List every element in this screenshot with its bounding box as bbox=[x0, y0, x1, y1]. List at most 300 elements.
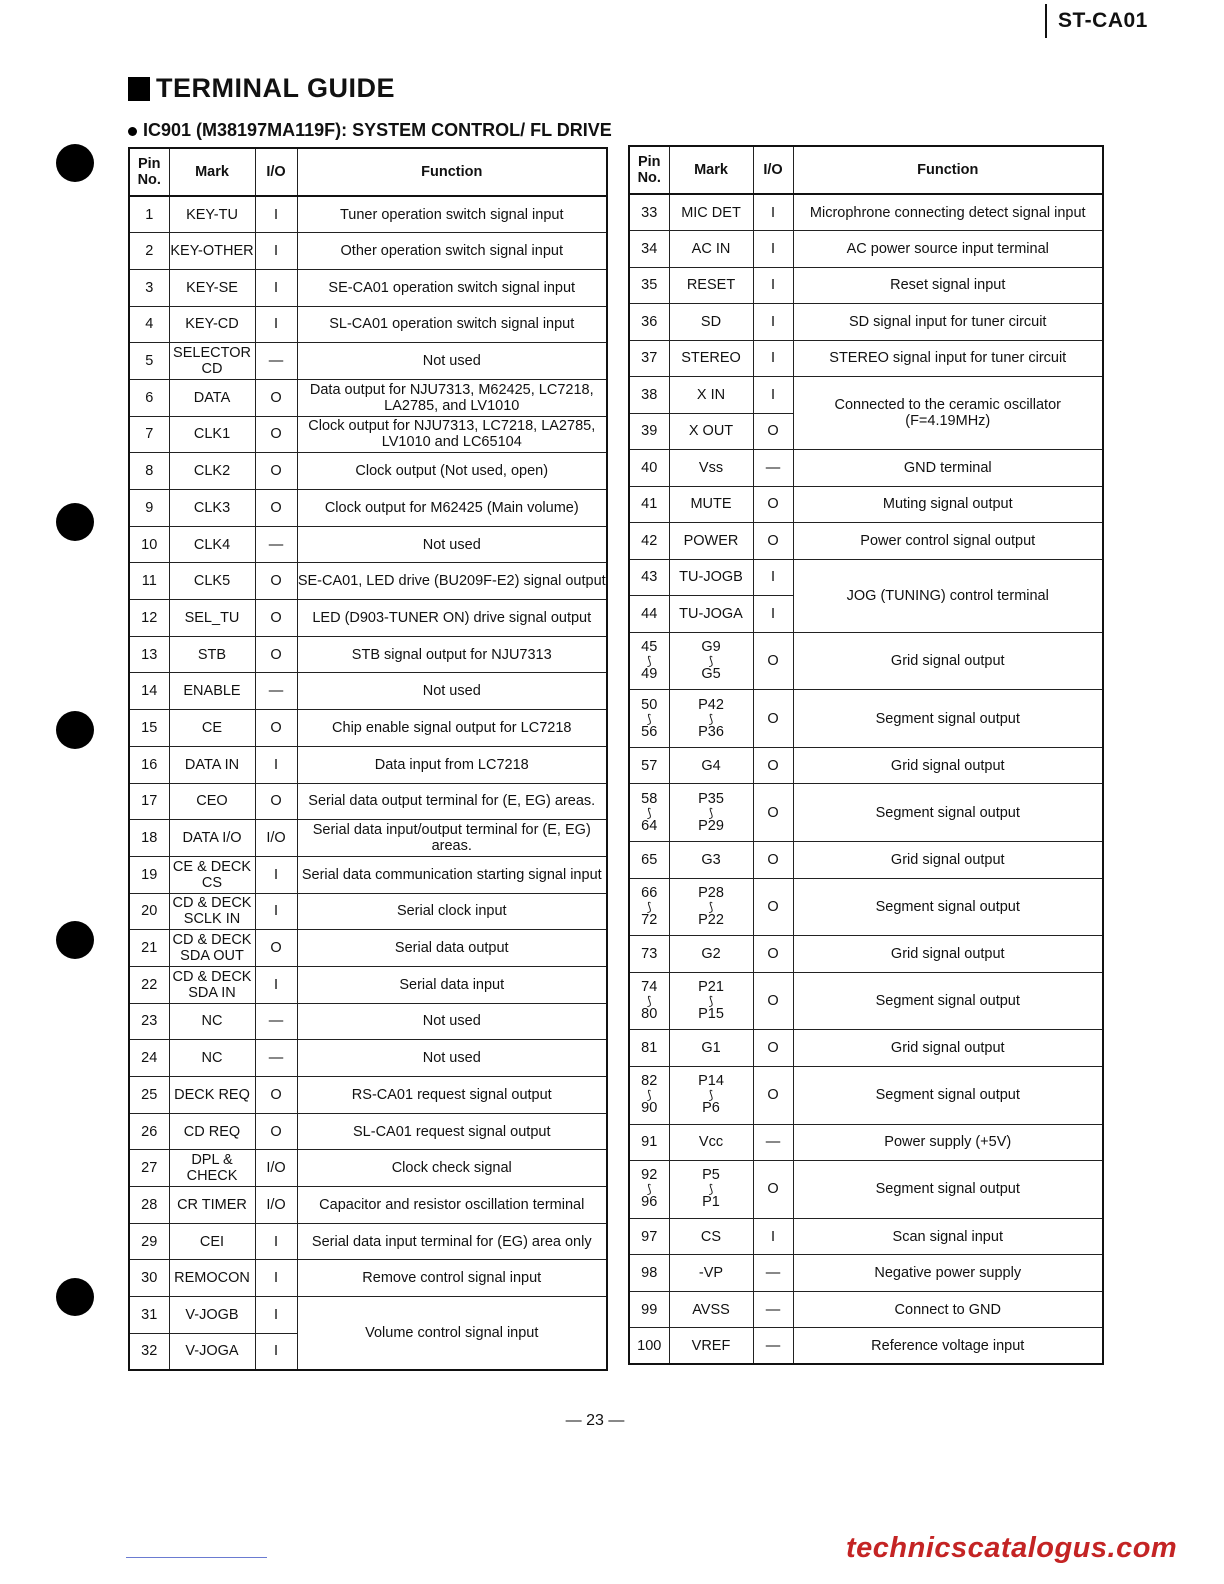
pin-cell: 2 bbox=[129, 233, 169, 270]
function-cell: Serial data output bbox=[297, 930, 607, 967]
io-cell: — bbox=[255, 673, 297, 710]
mark-cell: MUTE bbox=[669, 486, 753, 523]
function-cell: SL-CA01 operation switch signal input bbox=[297, 306, 607, 343]
mark-cell: X IN bbox=[669, 377, 753, 414]
io-cell: I bbox=[255, 196, 297, 233]
io-cell: I bbox=[753, 559, 793, 596]
table-row bbox=[129, 1297, 607, 1334]
function-cell: Not used bbox=[297, 343, 607, 380]
mark-cell: CEO bbox=[169, 783, 255, 820]
header-rule bbox=[1045, 4, 1047, 38]
table-row bbox=[129, 490, 607, 527]
function-cell: Segment signal output bbox=[793, 972, 1103, 1030]
io-cell: O bbox=[255, 563, 297, 600]
io-cell: I bbox=[753, 1218, 793, 1255]
pin-cell: 37 bbox=[629, 340, 669, 377]
io-cell: O bbox=[753, 1030, 793, 1067]
table-row bbox=[129, 673, 607, 710]
table-row bbox=[629, 1066, 1103, 1124]
mark-cell: NC bbox=[169, 1040, 255, 1077]
mark-cell: CE bbox=[169, 710, 255, 747]
function-cell: Grid signal output bbox=[793, 842, 1103, 879]
pin-cell: 41 bbox=[629, 486, 669, 523]
pin-cell: 15 bbox=[129, 710, 169, 747]
function-cell: Data input from LC7218 bbox=[297, 746, 607, 783]
function-cell: Grid signal output bbox=[793, 747, 1103, 784]
function-cell: Capacitor and resistor oscillation terminal bbox=[297, 1187, 607, 1224]
table-row bbox=[629, 1030, 1103, 1067]
io-cell: I bbox=[255, 746, 297, 783]
table-row bbox=[629, 1328, 1103, 1365]
function-cell: RS-CA01 request signal output bbox=[297, 1077, 607, 1114]
pin-cell: 33 bbox=[629, 194, 669, 231]
io-cell: I bbox=[753, 231, 793, 268]
io-cell: O bbox=[255, 636, 297, 673]
pin-cell: 100 bbox=[629, 1328, 669, 1365]
io-cell: O bbox=[255, 453, 297, 490]
pin-cell: 32 bbox=[129, 1333, 169, 1370]
binder-hole bbox=[56, 921, 94, 959]
io-cell: O bbox=[753, 690, 793, 748]
mark-cell: KEY-SE bbox=[169, 269, 255, 306]
pin-cell: 8 bbox=[129, 453, 169, 490]
mark-cell: G3 bbox=[669, 842, 753, 879]
section-title bbox=[128, 73, 395, 104]
io-cell: I bbox=[255, 966, 297, 1003]
io-cell: — bbox=[255, 526, 297, 563]
io-cell: O bbox=[753, 413, 793, 450]
table-row bbox=[129, 1003, 607, 1040]
table-row bbox=[129, 343, 607, 380]
table-row bbox=[629, 523, 1103, 560]
mark-cell: G2 bbox=[669, 936, 753, 973]
pin-cell: 29 bbox=[129, 1223, 169, 1260]
table-row bbox=[129, 526, 607, 563]
io-cell: O bbox=[255, 600, 297, 637]
mark-to: P1 bbox=[702, 1194, 720, 1211]
binder-hole bbox=[56, 711, 94, 749]
io-cell: I bbox=[753, 194, 793, 231]
pin-from: 92 bbox=[641, 1167, 658, 1184]
mark-from: P5 bbox=[702, 1167, 720, 1184]
bullet-icon bbox=[128, 127, 137, 136]
table-row bbox=[129, 1150, 607, 1187]
header-pin-no: Pin No. bbox=[129, 148, 169, 196]
io-cell: I bbox=[255, 233, 297, 270]
range-icon: ⟆ bbox=[646, 805, 652, 820]
mark-cell: SEL_TU bbox=[169, 600, 255, 637]
table-row bbox=[629, 194, 1103, 231]
pin-cell: 19 bbox=[129, 856, 169, 893]
io-cell: I bbox=[255, 856, 297, 893]
mark-cell: STEREO bbox=[669, 340, 753, 377]
range-icon: ⟆ bbox=[708, 805, 714, 820]
mark-to: P15 bbox=[698, 1006, 724, 1023]
table-row bbox=[129, 563, 607, 600]
function-cell: Microphrone connecting detect signal input bbox=[793, 194, 1103, 231]
io-cell: O bbox=[255, 1113, 297, 1150]
pin-cell: 44 bbox=[629, 596, 669, 633]
range-icon: ⟆ bbox=[708, 994, 714, 1009]
pin-cell: 7 bbox=[129, 416, 169, 453]
pin-cell: 5 bbox=[129, 343, 169, 380]
mark-cell: KEY-TU bbox=[169, 196, 255, 233]
function-cell: GND terminal bbox=[793, 450, 1103, 487]
function-cell: Clock output (Not used, open) bbox=[297, 453, 607, 490]
pin-cell: 1 bbox=[129, 196, 169, 233]
range-icon: ⟆ bbox=[646, 711, 652, 726]
footer-rule bbox=[126, 1557, 267, 1558]
mark-from: P28 bbox=[698, 884, 724, 901]
header-pin-no: Pin No. bbox=[629, 146, 669, 194]
function-cell: Other operation switch signal input bbox=[297, 233, 607, 270]
io-cell: I bbox=[753, 596, 793, 633]
pin-cell: 6 bbox=[129, 379, 169, 416]
io-cell: — bbox=[753, 1328, 793, 1365]
table-row bbox=[129, 636, 607, 673]
pin-cell bbox=[629, 632, 669, 690]
table-row bbox=[129, 930, 607, 967]
io-cell: — bbox=[753, 450, 793, 487]
table-row bbox=[629, 842, 1103, 879]
mark-cell: CLK3 bbox=[169, 490, 255, 527]
pin-cell: 81 bbox=[629, 1030, 669, 1067]
function-cell: Connected to the ceramic oscillator (F=4.19MHz) bbox=[793, 377, 1103, 450]
range-icon: ⟆ bbox=[708, 899, 714, 914]
table-row bbox=[129, 1223, 607, 1260]
mark-cell: CLK2 bbox=[169, 453, 255, 490]
range-icon: ⟆ bbox=[708, 711, 714, 726]
pin-cell: 39 bbox=[629, 413, 669, 450]
pin-cell: 9 bbox=[129, 490, 169, 527]
mark-cell: X OUT bbox=[669, 413, 753, 450]
io-cell: — bbox=[753, 1124, 793, 1161]
pin-cell: 4 bbox=[129, 306, 169, 343]
function-cell: Connect to GND bbox=[793, 1291, 1103, 1328]
mark-cell bbox=[669, 632, 753, 690]
io-cell: O bbox=[753, 1161, 793, 1219]
io-cell: O bbox=[255, 1077, 297, 1114]
io-cell: I bbox=[753, 377, 793, 414]
pin-to: 72 bbox=[641, 911, 658, 928]
mark-cell: DATA bbox=[169, 379, 255, 416]
function-cell: Volume control signal input bbox=[297, 1297, 607, 1370]
mark-cell: VREF bbox=[669, 1328, 753, 1365]
mark-to: P6 bbox=[702, 1100, 720, 1117]
binder-hole bbox=[56, 503, 94, 541]
pin-cell bbox=[629, 878, 669, 936]
function-cell: SE-CA01, LED drive (BU209F-E2) signal output bbox=[297, 563, 607, 600]
pin-cell: 13 bbox=[129, 636, 169, 673]
header-function: Function bbox=[793, 146, 1103, 194]
pin-cell: 26 bbox=[129, 1113, 169, 1150]
function-cell: Power control signal output bbox=[793, 523, 1103, 560]
mark-cell: CD REQ bbox=[169, 1113, 255, 1150]
mark-cell: AC IN bbox=[669, 231, 753, 268]
pin-cell: 20 bbox=[129, 893, 169, 930]
pin-to: 96 bbox=[641, 1194, 658, 1211]
table-row bbox=[129, 746, 607, 783]
watermark: technicscatalogus.com bbox=[846, 1532, 1178, 1564]
mark-cell: V-JOGB bbox=[169, 1297, 255, 1334]
io-cell: — bbox=[753, 1255, 793, 1292]
table-row bbox=[629, 559, 1103, 596]
pin-from: 50 bbox=[641, 696, 658, 713]
io-cell: O bbox=[753, 523, 793, 560]
mark-cell: DPL & CHECK bbox=[169, 1150, 255, 1187]
function-cell: LED (D903-TUNER ON) drive signal output bbox=[297, 600, 607, 637]
io-cell: — bbox=[255, 1003, 297, 1040]
mark-from: P35 bbox=[698, 790, 724, 807]
table-header-row bbox=[629, 146, 1103, 194]
range-icon: ⟆ bbox=[646, 899, 652, 914]
io-cell: O bbox=[255, 416, 297, 453]
square-bullet-icon bbox=[128, 77, 150, 101]
mark-to: P22 bbox=[698, 911, 724, 928]
function-cell: Remove control signal input bbox=[297, 1260, 607, 1297]
pin-cell bbox=[629, 784, 669, 842]
range-icon: ⟆ bbox=[708, 1088, 714, 1103]
pin-to: 64 bbox=[641, 817, 658, 834]
mark-cell: NC bbox=[169, 1003, 255, 1040]
table-row bbox=[129, 856, 607, 893]
table-row bbox=[129, 1260, 607, 1297]
ic-subtitle-text: IC901 (M38197MA119F): SYSTEM CONTROL/ FL DRIVE bbox=[143, 120, 612, 140]
io-cell: I bbox=[753, 267, 793, 304]
ic-subtitle bbox=[128, 120, 612, 141]
mark-cell: AVSS bbox=[669, 1291, 753, 1328]
pin-cell: 12 bbox=[129, 600, 169, 637]
function-cell: Tuner operation switch signal input bbox=[297, 196, 607, 233]
pin-cell bbox=[629, 972, 669, 1030]
mark-cell: -VP bbox=[669, 1255, 753, 1292]
pin-cell: 28 bbox=[129, 1187, 169, 1224]
header-mark: Mark bbox=[169, 148, 255, 196]
table-row bbox=[629, 690, 1103, 748]
mark-cell: DATA I/O bbox=[169, 820, 255, 857]
pin-cell: 14 bbox=[129, 673, 169, 710]
table-row bbox=[129, 1077, 607, 1114]
header-mark: Mark bbox=[669, 146, 753, 194]
io-cell: I/O bbox=[255, 1187, 297, 1224]
table-row bbox=[629, 340, 1103, 377]
table-row bbox=[629, 267, 1103, 304]
mark-from: P21 bbox=[698, 979, 724, 996]
table-row bbox=[129, 710, 607, 747]
pin-cell: 35 bbox=[629, 267, 669, 304]
io-cell: O bbox=[753, 842, 793, 879]
mark-to: P36 bbox=[698, 723, 724, 740]
pin-cell: 18 bbox=[129, 820, 169, 857]
io-cell: O bbox=[255, 930, 297, 967]
io-cell: O bbox=[753, 486, 793, 523]
pin-cell bbox=[629, 690, 669, 748]
function-cell: Not used bbox=[297, 526, 607, 563]
table-row bbox=[129, 416, 607, 453]
table-row bbox=[629, 450, 1103, 487]
pin-cell: 17 bbox=[129, 783, 169, 820]
function-cell: Segment signal output bbox=[793, 878, 1103, 936]
function-cell: AC power source input terminal bbox=[793, 231, 1103, 268]
pin-cell: 99 bbox=[629, 1291, 669, 1328]
table-row bbox=[129, 1040, 607, 1077]
function-cell: Serial clock input bbox=[297, 893, 607, 930]
function-cell: STEREO signal input for tuner circuit bbox=[793, 340, 1103, 377]
range-icon: ⟆ bbox=[708, 1182, 714, 1197]
io-cell: I bbox=[255, 893, 297, 930]
function-cell: SD signal input for tuner circuit bbox=[793, 304, 1103, 341]
table-row bbox=[629, 972, 1103, 1030]
mark-cell: KEY-OTHER bbox=[169, 233, 255, 270]
pin-cell bbox=[629, 1161, 669, 1219]
function-cell: Segment signal output bbox=[793, 690, 1103, 748]
pin-cell: 10 bbox=[129, 526, 169, 563]
io-cell: I bbox=[753, 304, 793, 341]
pin-from: 74 bbox=[641, 979, 658, 996]
io-cell: — bbox=[753, 1291, 793, 1328]
pin-to: 49 bbox=[641, 665, 658, 682]
range-icon: ⟆ bbox=[646, 653, 652, 668]
mark-cell: DECK REQ bbox=[169, 1077, 255, 1114]
function-cell: Segment signal output bbox=[793, 1066, 1103, 1124]
table-row bbox=[129, 600, 607, 637]
mark-cell: MIC DET bbox=[669, 194, 753, 231]
pin-cell: 30 bbox=[129, 1260, 169, 1297]
terminal-table-left bbox=[128, 147, 608, 1371]
table-row bbox=[629, 231, 1103, 268]
mark-cell: TU-JOGA bbox=[669, 596, 753, 633]
table-row bbox=[629, 878, 1103, 936]
binder-hole bbox=[56, 1278, 94, 1316]
mark-cell: Vcc bbox=[669, 1124, 753, 1161]
mark-cell: V-JOGA bbox=[169, 1333, 255, 1370]
mark-cell: CD & DECK SDA OUT bbox=[169, 930, 255, 967]
mark-cell: KEY-CD bbox=[169, 306, 255, 343]
pin-cell: 24 bbox=[129, 1040, 169, 1077]
function-cell: Serial data communication starting signal input bbox=[297, 856, 607, 893]
pin-cell: 34 bbox=[629, 231, 669, 268]
mark-cell: RESET bbox=[669, 267, 753, 304]
mark-cell: SELECTOR CD bbox=[169, 343, 255, 380]
function-cell: Power supply (+5V) bbox=[793, 1124, 1103, 1161]
mark-cell: CLK5 bbox=[169, 563, 255, 600]
mark-cell: CLK1 bbox=[169, 416, 255, 453]
mark-cell: CE & DECK CS bbox=[169, 856, 255, 893]
io-cell: O bbox=[753, 784, 793, 842]
io-cell: O bbox=[753, 878, 793, 936]
pin-cell: 91 bbox=[629, 1124, 669, 1161]
function-cell: STB signal output for NJU7313 bbox=[297, 636, 607, 673]
function-cell: JOG (TUNING) control terminal bbox=[793, 559, 1103, 632]
mark-cell: SD bbox=[669, 304, 753, 341]
function-cell: Serial data input bbox=[297, 966, 607, 1003]
mark-cell: CEI bbox=[169, 1223, 255, 1260]
function-cell: Serial data output terminal for (E, EG) areas. bbox=[297, 783, 607, 820]
table-row bbox=[129, 1187, 607, 1224]
header-function: Function bbox=[297, 148, 607, 196]
mark-cell: CR TIMER bbox=[169, 1187, 255, 1224]
mark-cell bbox=[669, 1066, 753, 1124]
function-cell: Segment signal output bbox=[793, 1161, 1103, 1219]
pin-cell: 11 bbox=[129, 563, 169, 600]
io-cell: O bbox=[255, 783, 297, 820]
mark-cell: CD & DECK SCLK IN bbox=[169, 893, 255, 930]
mark-cell: G1 bbox=[669, 1030, 753, 1067]
io-cell: O bbox=[255, 710, 297, 747]
io-cell: I bbox=[255, 1333, 297, 1370]
pin-from: 66 bbox=[641, 884, 658, 901]
io-cell: O bbox=[255, 490, 297, 527]
pin-to: 80 bbox=[641, 1006, 658, 1023]
pin-cell: 42 bbox=[629, 523, 669, 560]
function-cell: Muting signal output bbox=[793, 486, 1103, 523]
pin-cell: 43 bbox=[629, 559, 669, 596]
pin-cell: 27 bbox=[129, 1150, 169, 1187]
pin-cell: 16 bbox=[129, 746, 169, 783]
mark-cell: CS bbox=[669, 1218, 753, 1255]
pin-to: 56 bbox=[641, 723, 658, 740]
mark-cell: POWER bbox=[669, 523, 753, 560]
mark-cell bbox=[669, 784, 753, 842]
io-cell: O bbox=[753, 936, 793, 973]
io-cell: I/O bbox=[255, 820, 297, 857]
mark-cell: ENABLE bbox=[169, 673, 255, 710]
mark-cell: CLK4 bbox=[169, 526, 255, 563]
mark-cell bbox=[669, 878, 753, 936]
io-cell: I bbox=[255, 306, 297, 343]
io-cell: O bbox=[753, 632, 793, 690]
mark-to: P29 bbox=[698, 817, 724, 834]
mark-cell bbox=[669, 1161, 753, 1219]
io-cell: — bbox=[255, 1040, 297, 1077]
io-cell: I bbox=[255, 1260, 297, 1297]
io-cell: O bbox=[753, 1066, 793, 1124]
range-icon: ⟆ bbox=[646, 1088, 652, 1103]
function-cell: Clock check signal bbox=[297, 1150, 607, 1187]
mark-from: P14 bbox=[698, 1073, 724, 1090]
function-cell: SL-CA01 request signal output bbox=[297, 1113, 607, 1150]
mark-cell bbox=[669, 972, 753, 1030]
table-row bbox=[629, 377, 1103, 414]
function-cell: Reference voltage input bbox=[793, 1328, 1103, 1365]
function-cell: Not used bbox=[297, 673, 607, 710]
io-cell: I bbox=[255, 1223, 297, 1260]
function-cell: Reset signal input bbox=[793, 267, 1103, 304]
mark-cell: TU-JOGB bbox=[669, 559, 753, 596]
function-cell: SE-CA01 operation switch signal input bbox=[297, 269, 607, 306]
mark-cell: REMOCON bbox=[169, 1260, 255, 1297]
table-row bbox=[129, 306, 607, 343]
function-cell: Chip enable signal output for LC7218 bbox=[297, 710, 607, 747]
table-row bbox=[629, 1255, 1103, 1292]
pin-to: 90 bbox=[641, 1100, 658, 1117]
io-cell: I bbox=[753, 340, 793, 377]
mark-from: G9 bbox=[701, 638, 721, 655]
io-cell: I bbox=[255, 269, 297, 306]
mark-cell: G4 bbox=[669, 747, 753, 784]
function-cell: Grid signal output bbox=[793, 632, 1103, 690]
table-row bbox=[129, 453, 607, 490]
function-cell: Serial data input terminal for (EG) area only bbox=[297, 1223, 607, 1260]
table-header-row bbox=[129, 148, 607, 196]
io-cell: O bbox=[753, 972, 793, 1030]
function-cell: Grid signal output bbox=[793, 936, 1103, 973]
range-icon: ⟆ bbox=[708, 653, 714, 668]
mark-cell: CD & DECK SDA IN bbox=[169, 966, 255, 1003]
table-row bbox=[629, 1218, 1103, 1255]
pin-from: 82 bbox=[641, 1073, 658, 1090]
table-row bbox=[629, 486, 1103, 523]
